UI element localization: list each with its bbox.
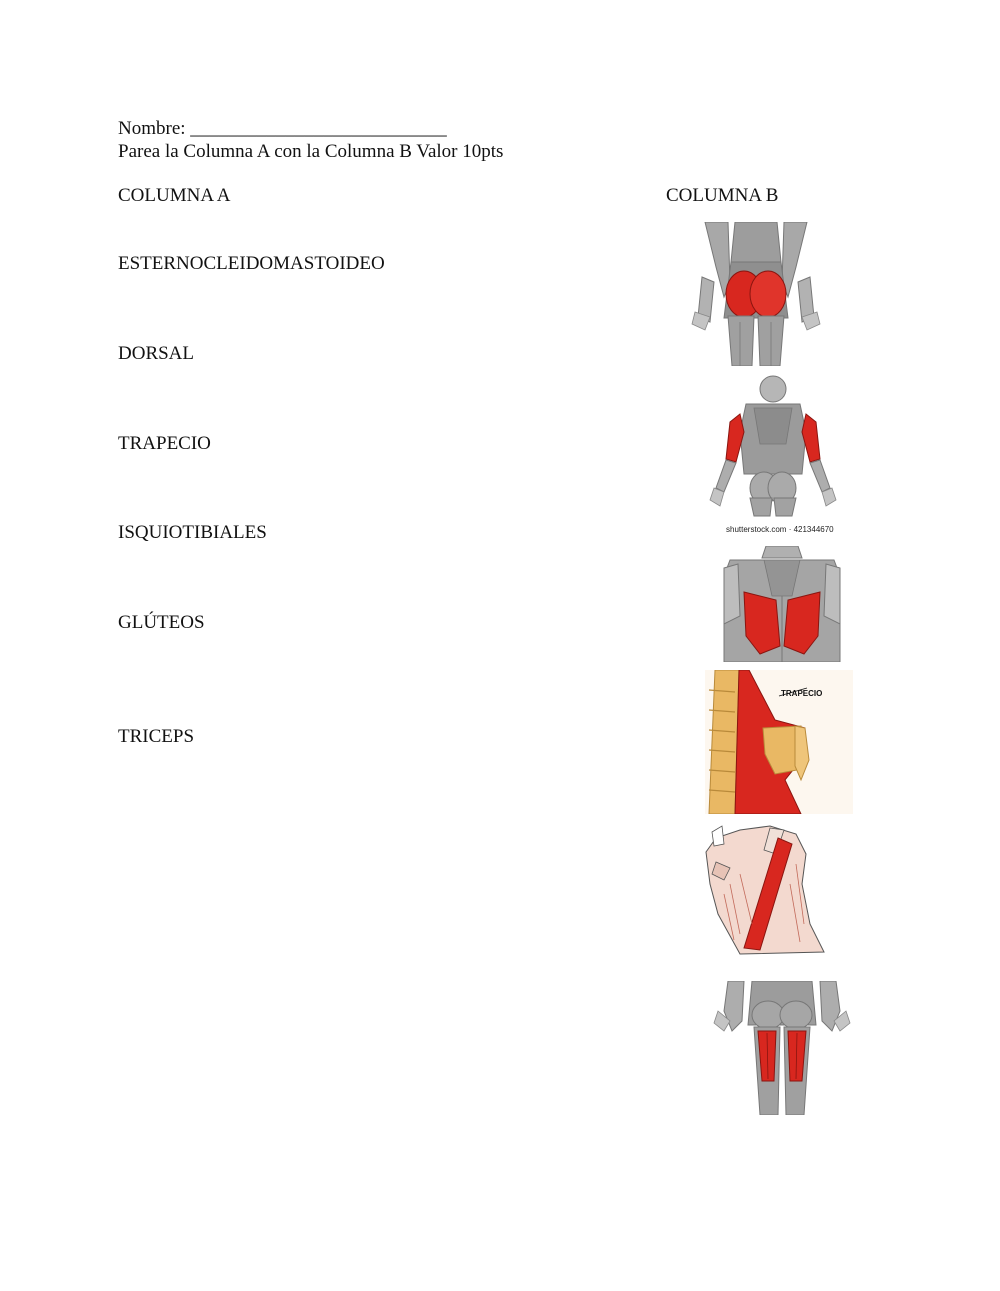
term-dorsal[interactable]: DORSAL xyxy=(118,343,195,364)
triceps-image-caption: shutterstock.com · 421344670 xyxy=(726,525,834,534)
image-trapecio[interactable] xyxy=(705,670,853,814)
name-line xyxy=(118,118,447,140)
image-isquiotibiales[interactable] xyxy=(712,981,852,1115)
term-triceps[interactable]: TRICEPS xyxy=(118,726,195,747)
column-a-title: COLUMNA A xyxy=(118,185,231,206)
term-gluteos[interactable]: GLÚTEOS xyxy=(118,612,205,633)
term-trapecio[interactable]: TRAPECIO xyxy=(118,433,211,454)
instructions: Parea la Columna A con la Columna B Valor 10pts xyxy=(118,141,504,162)
column-b-title: COLUMNA B xyxy=(666,185,779,206)
image-dorsal[interactable] xyxy=(720,546,844,662)
term-esternocleidomastoideo[interactable]: ESTERNOCLEIDOMASTOIDEO xyxy=(118,253,385,274)
image-gluteos[interactable] xyxy=(680,222,832,366)
term-isquiotibiales[interactable]: ISQUIOTIBIALES xyxy=(118,522,267,543)
image-esternocleidomastoideo[interactable] xyxy=(700,824,828,956)
image-triceps[interactable] xyxy=(706,374,840,536)
name-blank[interactable]: ___________________________ xyxy=(190,118,447,139)
name-label: Nombre: xyxy=(118,118,186,139)
trapecio-label: TRAPECIO xyxy=(781,689,823,698)
